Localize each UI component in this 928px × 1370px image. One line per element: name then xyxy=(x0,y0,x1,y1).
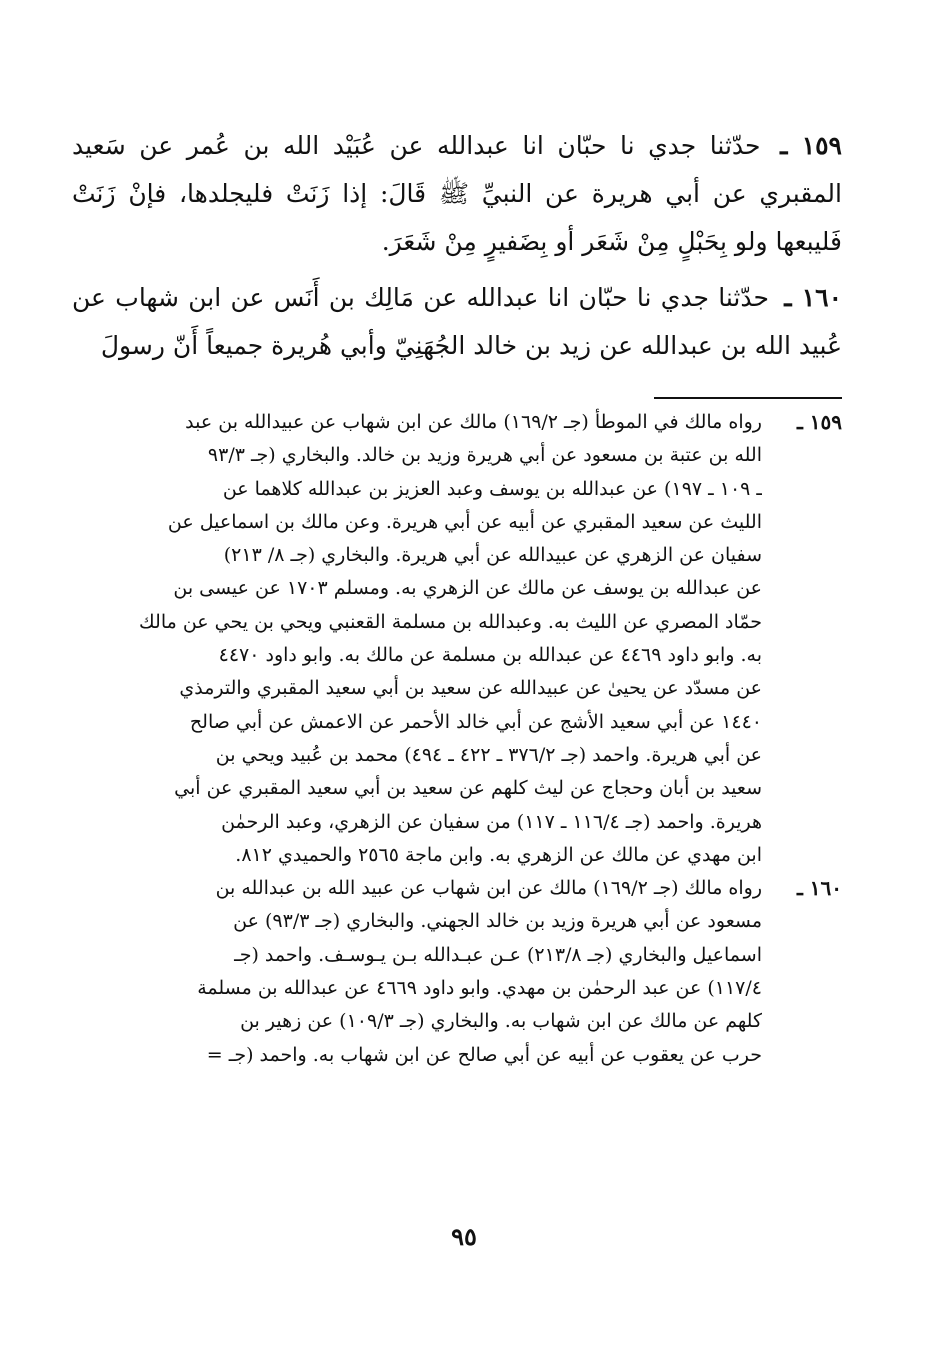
hadith-159 xyxy=(72,122,842,266)
hadith-number: ١٥٩ ـ xyxy=(780,131,842,160)
footnote-number: ١٦٠ ـ xyxy=(796,876,842,901)
footnote-line: الليث عن سعيد المقبري عن أبيه عن أبي هريرة. وعن مالك بن اسماعيل عن xyxy=(167,510,762,533)
footnote-line: سفيان عن الزهري عن عبيدالله عن أبي هريرة. والبخاري (جـ ٨/ ٢١٣) xyxy=(223,544,762,567)
footnote-line: رواه مالك في الموطأ (جـ ١٦٩/٢) مالك عن ابن شهاب عن عبيدالله بن عبد xyxy=(185,411,762,433)
footnote-line: به. وابو داود ٤٤٦٩ عن عبدالله بن مسلمة عن مالك به. وابو داود ٤٤٧٠ xyxy=(218,644,762,667)
footnote-line: ـ ١٠٩ ـ ١٩٧) عن عبدالله بن يوسف وعبد العزيز بن عبدالله كلاهما عن xyxy=(222,477,762,500)
main-text-block xyxy=(72,122,842,378)
footnote-159 xyxy=(72,406,842,872)
footnote-line: حمّاد المصري عن الليث به. وعبدالله بن مسلمة القعنبي ويحي بن يحي عن مالك xyxy=(139,610,762,633)
footnote-number: ١٥٩ ـ xyxy=(796,410,842,434)
footnote-line: اسماعيل والبخاري (جـ ٢١٣/٨) عـن عبـدالله بـن يـوسـف. واحمد (جـ xyxy=(234,943,762,966)
footnotes-block xyxy=(72,406,842,1072)
footnote-line: عن عبدالله بن يوسف عن مالك عن الزهري به. ومسلم ١٧٠٣ عن عيسى بن xyxy=(173,577,762,600)
footnote-line: هريرة. واحمد (جـ ١١٦/٤ ـ ١١٧) من سفيان عن الزهري، وعبد الرحمٰن xyxy=(221,810,762,833)
footnote-line: رواه مالك (جـ ١٦٩/٢) مالك عن ابن شهاب عن عبيد الله بن عبدالله بن xyxy=(215,877,762,900)
hadith-number: ١٦٠ ـ xyxy=(784,283,843,312)
hadith-160 xyxy=(72,274,842,370)
footnote-line: ١٤٤٠ عن أبي سعيد الأشج عن أبي خالد الأحمر عن الاعمش عن أبي صالح xyxy=(189,710,762,733)
hadith-text: حدّثنا جدي نا حبّان انا عبدالله عن مَالِك بن أَنَس عن ابن شهاب عن عُبيد الله بن عبدالله عن زيد بن خالد الجُهَنِيّ وأبي هُريرة جميعاً أَنّ رسولَ xyxy=(72,283,842,360)
footnote-divider xyxy=(654,397,842,399)
footnote-line: حرب عن يعقوب عن أبيه عن أبي صالح عن ابن شهاب به. واحمد (جـ = xyxy=(206,1043,762,1066)
footnote-line: عن أبي هريرة. واحمد (جـ ٣٧٦/٢ ـ ٤٢٢ ـ ٤٩٤) محمد بن عُبيد ويحي بن xyxy=(215,743,762,766)
footnote-line: الله بن عتبة بن مسعود عن أبي هريرة وزيد بن خالد. والبخاري (جـ ٩٣/٣ xyxy=(207,444,762,467)
footnote-160 xyxy=(72,872,842,1072)
footnote-line: مسعود عن أبي هريرة وزيد بن خالد الجهني. والبخاري (جـ ٩٣/٣) عن xyxy=(233,910,762,933)
footnote-line: سعيد بن أبان وحجاج عن ليث كلهم عن سعيد بن أبي سعيد المقبري عن أبي xyxy=(174,777,762,800)
footnote-line: كلهم عن مالك عن ابن شهاب به. والبخاري (جـ ١٠٩/٣) عن زهير بن xyxy=(240,1010,762,1033)
hadith-text: حدّثنا جدي نا حبّان انا عبدالله عن عُبَيْد الله بن عُمر عن سَعيد المقبري عن أبي هريرة عن النبيِّ ﷺ قَالَ: إذا زَنَتْ فليجلدها، فإنْ زَنَتْ فَليبعها ولو بِحَبْلٍ مِنْ شَعَر أو بِضَفيرٍ مِنْ شَعَرَ. xyxy=(72,131,842,256)
footnote-line: ١١٧/٤) عن عبد الرحمٰن بن مهدي. وابو داود ٤٦٦٩ عن عبدالله بن مسلمة xyxy=(197,977,762,1000)
page-number: ٩٥ xyxy=(451,1222,477,1251)
footnote-line: عن مسدّد عن يحيىٰ عن عبيدالله عن سعيد بن أبي سعيد المقبري والترمذي xyxy=(179,677,762,700)
footnote-line: ابن مهدي عن مالك عن الزهري به. وابن ماجة ٢٥٦٥ والحميدي ٨١٢. xyxy=(235,843,762,866)
